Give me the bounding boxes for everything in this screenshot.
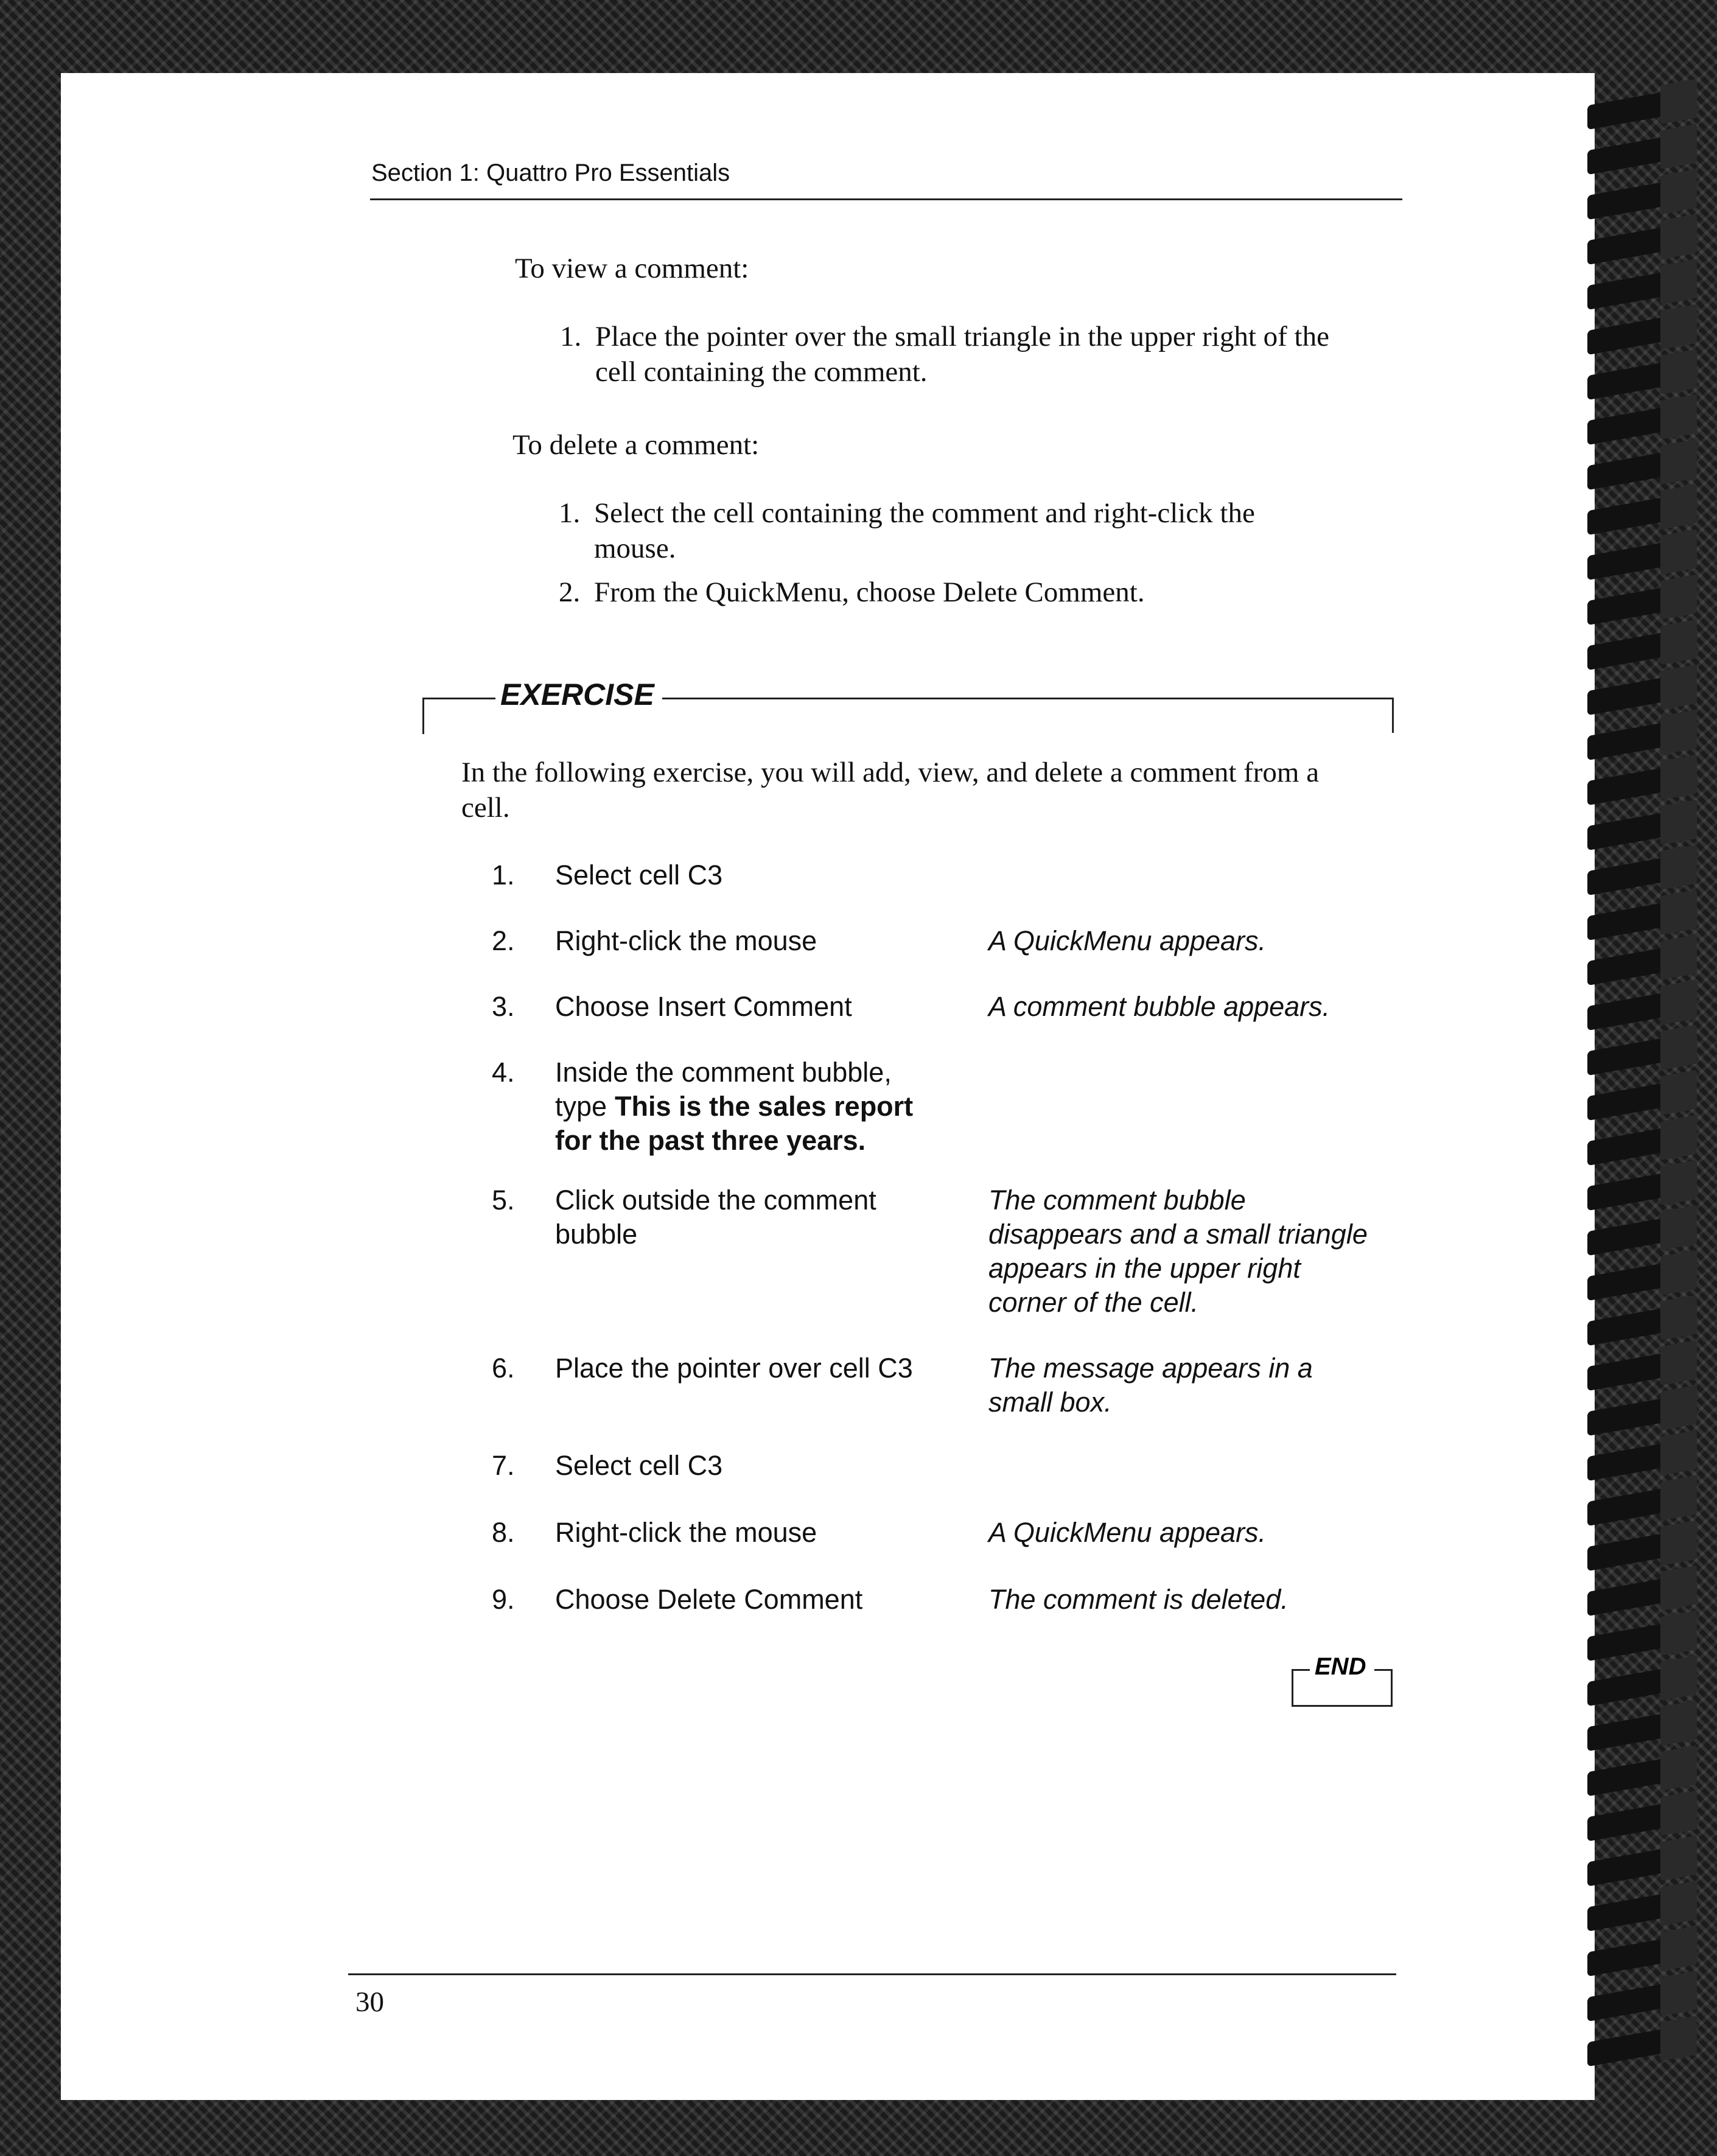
binding-coil xyxy=(1587,1891,1679,1931)
step-text-line1: From the QuickMenu, choose Delete Comment. xyxy=(594,576,1145,608)
binding-coil xyxy=(1587,495,1679,535)
step-action-line: Select cell C3 xyxy=(555,859,723,891)
binding-coil xyxy=(1587,405,1679,445)
binding-coil xyxy=(1587,89,1679,130)
step-result-line: A QuickMenu appears. xyxy=(988,1517,1267,1548)
binding-coil xyxy=(1587,720,1679,760)
page-number: 30 xyxy=(355,1986,384,2018)
binding-coil xyxy=(1587,855,1679,895)
step-action-line: Click outside the comment xyxy=(555,1185,876,1216)
binding-coil xyxy=(1587,1125,1679,1166)
step-number: 5. xyxy=(492,1185,515,1216)
exercise-intro-line2: cell. xyxy=(461,792,510,824)
step-action-line: type xyxy=(555,1091,607,1122)
step-number: 2. xyxy=(492,925,515,956)
binding-coil xyxy=(1587,1666,1679,1706)
binding-coil xyxy=(1587,1216,1679,1256)
binding-coil xyxy=(1587,1531,1679,1571)
header-rule xyxy=(370,198,1402,200)
binding-coil xyxy=(1587,450,1679,490)
binding-coil xyxy=(1587,945,1679,985)
step-number: 1. xyxy=(559,497,581,529)
step-number: 3. xyxy=(492,991,515,1022)
exercise-bracket-right xyxy=(1392,698,1394,733)
exercise-bracket-left xyxy=(422,698,424,734)
step-number: 8. xyxy=(492,1517,515,1548)
binding-coil xyxy=(1587,1261,1679,1301)
binding-coil xyxy=(1587,2026,1679,2067)
binding-coil xyxy=(1587,630,1679,670)
step-result-line: The comment is deleted. xyxy=(988,1584,1289,1615)
exercise-rule-left xyxy=(422,698,495,699)
step-action-bold-line: This is the sales report xyxy=(615,1091,914,1122)
step-result-line: The message appears in a xyxy=(988,1353,1313,1384)
binding-coil xyxy=(1587,180,1679,220)
step-number: 2. xyxy=(559,576,581,608)
binding-coil xyxy=(1587,1171,1679,1211)
step-number: 1. xyxy=(560,321,582,352)
binding-coil xyxy=(1587,540,1679,580)
binding-coil xyxy=(1587,1351,1679,1391)
binding-coil xyxy=(1587,225,1679,265)
step-action-line: Select cell C3 xyxy=(555,1450,723,1481)
binding-coil xyxy=(1587,135,1679,175)
binding-coil xyxy=(1587,1486,1679,1526)
binding-coil xyxy=(1587,1981,1679,2021)
end-label: END xyxy=(1315,1653,1366,1680)
binding-coil xyxy=(1587,1936,1679,1976)
step-text-line2: mouse. xyxy=(594,533,676,564)
step-number: 6. xyxy=(492,1353,515,1384)
binding-coil xyxy=(1587,1396,1679,1436)
binding-coil xyxy=(1587,810,1679,850)
step-number: 4. xyxy=(492,1057,515,1088)
step-action-line: Inside the comment bubble, xyxy=(555,1057,892,1088)
step-result-line: disappears and a small triangle xyxy=(988,1219,1368,1250)
spiral-binding xyxy=(1576,73,1717,2100)
binding-coil xyxy=(1587,1080,1679,1121)
end-marker xyxy=(1292,1651,1393,1707)
step-result-line: The comment bubble xyxy=(988,1185,1246,1216)
binding-coil xyxy=(1587,1441,1679,1481)
binding-coil xyxy=(1587,1035,1679,1076)
step-text-line1: Select the cell containing the comment and right-click the xyxy=(594,497,1255,529)
step-result-line: small box. xyxy=(988,1387,1112,1418)
step-action-line: Choose Delete Comment xyxy=(555,1584,863,1615)
step-result-line: corner of the cell. xyxy=(988,1287,1199,1318)
step-action-bold-line: for the past three years. xyxy=(555,1125,866,1156)
binding-coil xyxy=(1587,315,1679,355)
view-comment-heading: To view a comment: xyxy=(515,253,749,284)
step-action-line: Place the pointer over cell C3 xyxy=(555,1353,913,1384)
binding-coil xyxy=(1587,1801,1679,1841)
binding-coil xyxy=(1587,1846,1679,1886)
binding-coil xyxy=(1587,765,1679,805)
binding-coil xyxy=(1587,900,1679,940)
binding-coil xyxy=(1587,1756,1679,1796)
binding-coil xyxy=(1587,1621,1679,1661)
binding-coil xyxy=(1587,270,1679,310)
step-action-line: Right-click the mouse xyxy=(555,925,817,956)
binding-coil xyxy=(1587,1711,1679,1751)
step-number: 1. xyxy=(492,859,515,891)
step-action-line: Choose Insert Comment xyxy=(555,991,852,1022)
binding-coil xyxy=(1587,675,1679,715)
binding-coil xyxy=(1587,990,1679,1031)
footer-rule xyxy=(348,1973,1396,1975)
delete-comment-heading: To delete a comment: xyxy=(512,429,760,461)
binding-coil xyxy=(1587,1306,1679,1346)
step-action-line: Right-click the mouse xyxy=(555,1517,817,1548)
step-text-line2: cell containing the comment. xyxy=(595,356,928,388)
exercise-title: EXERCISE xyxy=(498,677,657,712)
step-text-line1: Place the pointer over the small triangle in the upper right of the xyxy=(595,321,1329,352)
step-number: 7. xyxy=(492,1450,515,1481)
exercise-rule-right xyxy=(662,698,1394,699)
exercise-intro-line1: In the following exercise, you will add, view, and delete a comment from a xyxy=(461,757,1320,788)
step-action-line: bubble xyxy=(555,1219,638,1250)
step-result-line: A QuickMenu appears. xyxy=(988,925,1267,956)
step-result-line: appears in the upper right xyxy=(988,1253,1301,1284)
binding-coil xyxy=(1587,1576,1679,1616)
binding-coil xyxy=(1587,585,1679,625)
step-number: 9. xyxy=(492,1584,515,1615)
binding-coil xyxy=(1587,360,1679,400)
section-header: Section 1: Quattro Pro Essentials xyxy=(371,159,730,186)
step-result-line: A comment bubble appears. xyxy=(988,991,1331,1022)
